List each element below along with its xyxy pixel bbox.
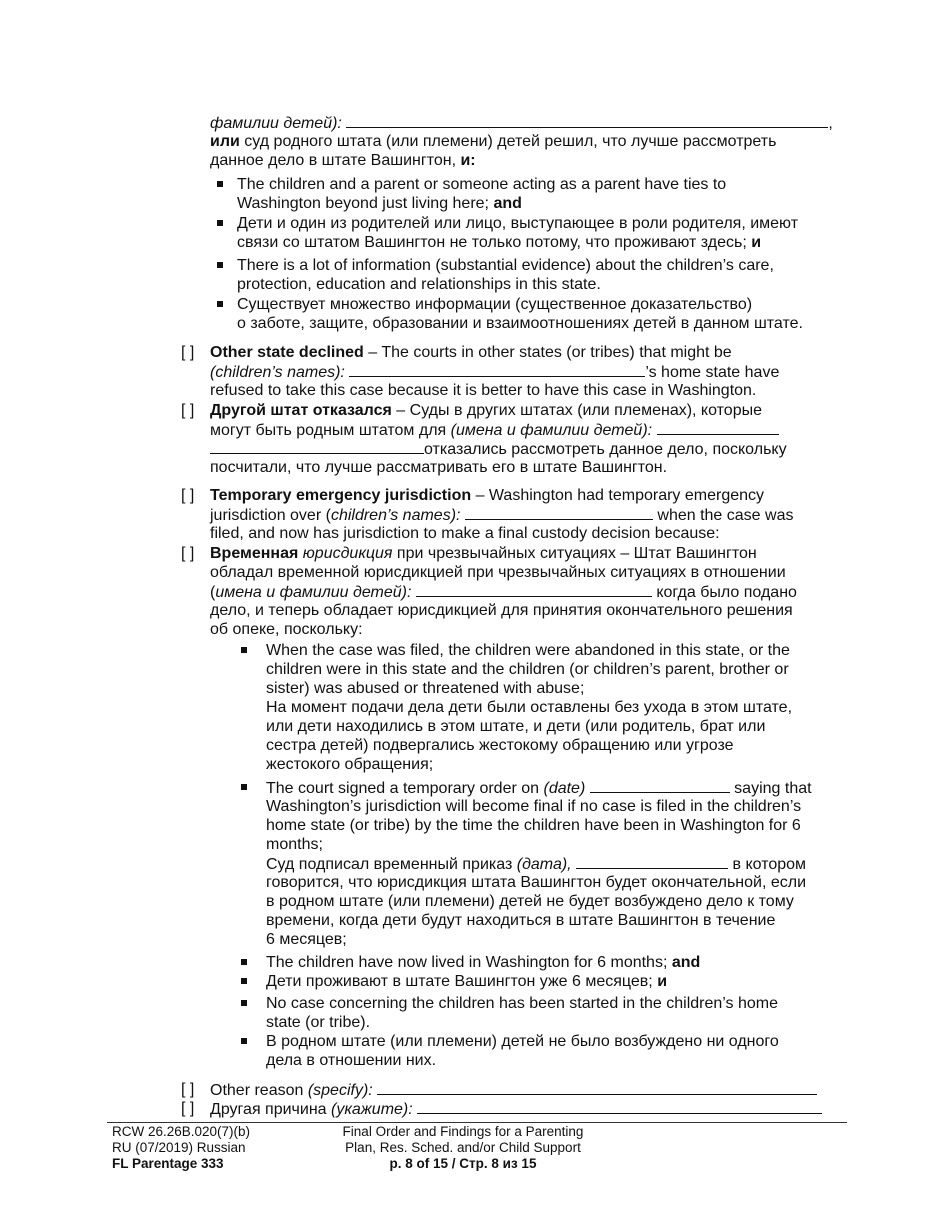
other-reason-line: Other reason (specify): bbox=[210, 1080, 817, 1100]
declined-ru-reason-line: посчитали, что лучше рассматривать его в штате Вашингтон. bbox=[210, 459, 668, 476]
abandoned-bullet-2: children were in this state and the children (or children’s parent, brother or bbox=[266, 661, 789, 678]
other-state-declined-checkbox[interactable]: [ ] bbox=[181, 344, 195, 361]
six-months-bullet: The children have now lived in Washington for 6 months; and bbox=[266, 954, 701, 971]
no-case-bullet-ru: В родном штате (или племени) детей не было возбуждено ни одного bbox=[266, 1033, 779, 1050]
bullet-icon bbox=[217, 301, 223, 307]
bullet-icon bbox=[217, 181, 223, 187]
abandoned-bullet-ru-3: сестра детей) подвергались жестокому обращению или угрозе bbox=[266, 737, 734, 754]
footer-title-2: Plan, Res. Sched. and/or Child Support bbox=[345, 1140, 581, 1155]
temporary-ru-line-2: обладал временной юрисдикцией при чрезвычайных ситуациях в отношении bbox=[210, 564, 786, 581]
abandoned-bullet-ru-4: жестокого обращения; bbox=[266, 756, 434, 773]
abandoned-bullet-ru-2: или дети находились в этом штате, и дети (или родитель, брат или bbox=[266, 718, 766, 735]
footer-form-name: FL Parentage 333 bbox=[112, 1156, 224, 1171]
bullet-icon bbox=[241, 959, 247, 965]
temporary-ru-names-line: (имена и фамилии детей): когда было подано bbox=[210, 584, 797, 601]
tribe-court-line: или суд родного штата (или племени) детей решил, что лучше рассмотреть bbox=[210, 133, 777, 150]
evidence-bullet-ru-2: о заботе, защите, образовании и взаимоотношениях детей в данном штате. bbox=[237, 315, 803, 332]
declined-ru-names-blank-2[interactable] bbox=[210, 439, 424, 454]
temporary-jurisdiction-checkbox[interactable]: [ ] bbox=[181, 487, 195, 504]
temporary-ru-names-blank[interactable] bbox=[416, 582, 652, 597]
footer-rcw: RCW 26.26B.020(7)(b) bbox=[112, 1124, 251, 1139]
temporary-order-line-4: months; bbox=[266, 836, 323, 853]
temporary-names-blank[interactable] bbox=[465, 505, 653, 520]
temporary-ru-line-5: об опеке, поскольку: bbox=[210, 621, 363, 638]
temporary-jurisdiction-ru-line: Временная юрисдикция при чрезвычайных ситуациях – Штат Вашингтон bbox=[210, 545, 757, 562]
temporary-order-ru-line-4: времени, когда дети будут находиться в штате Вашингтон в течение bbox=[266, 912, 776, 929]
children-names-blank[interactable] bbox=[346, 113, 828, 128]
other-reason-ru-line: Другая причина (укажите): bbox=[210, 1099, 822, 1119]
other-state-declined-ru-checkbox[interactable]: [ ] bbox=[181, 402, 195, 419]
footer-language: RU (07/2019) Russian bbox=[112, 1140, 246, 1155]
temporary-order-ru-line: Суд подписал временный приказ (дата), в котором bbox=[266, 856, 807, 873]
other-reason-ru-blank[interactable] bbox=[417, 1099, 822, 1114]
temporary-jurisdiction-line: Temporary emergency jurisdiction – Washington had temporary emergency bbox=[210, 487, 765, 504]
bullet-icon bbox=[241, 647, 247, 653]
temporary-names-line: jurisdiction over (children’s names): when the case was bbox=[210, 507, 794, 524]
other-reason-blank[interactable] bbox=[377, 1080, 817, 1095]
footer-title-1: Final Order and Findings for a Parenting bbox=[342, 1124, 584, 1139]
temporary-order-line: The court signed a temporary order on (date) saying that bbox=[266, 780, 812, 797]
no-case-bullet: No case concerning the children has been started in the children’s home bbox=[266, 995, 779, 1012]
declined-ru-refused-line: отказались рассмотреть данное дело, поскольку bbox=[210, 439, 787, 459]
temporary-ru-line-4: дело, и теперь обладает юрисдикцией для принятия окончательного решения bbox=[210, 602, 793, 619]
ties-bullet-ru-2: связи со штатом Вашингтон не только потому, что проживают здесь; и bbox=[237, 234, 762, 251]
footer-divider bbox=[107, 1122, 847, 1123]
evidence-bullet-en: There is a lot of information (substantial evidence) about the children’s care, bbox=[237, 257, 774, 274]
washington-case-line: данное дело в штате Вашингтон, и: bbox=[210, 152, 476, 169]
declined-ru-names-line: могут быть родным штатом для (имена и фамилии детей): bbox=[210, 420, 779, 440]
temporary-order-line-3: home state (or tribe) by the time the children have been in Washington for 6 bbox=[266, 817, 801, 834]
footer-page-number: p. 8 of 15 / Стр. 8 из 15 bbox=[389, 1156, 537, 1171]
ties-bullet-en: The children and a parent or someone acting as a parent have ties to bbox=[237, 176, 727, 193]
order-date-ru-blank[interactable] bbox=[576, 854, 728, 869]
temporary-order-ru-line-5: 6 месяцев; bbox=[266, 931, 347, 948]
declined-refused-line: refused to take this case because it is better to have this case in Washington. bbox=[210, 382, 757, 399]
bullet-icon bbox=[241, 1038, 247, 1044]
temporary-order-ru-line-3: в родном штате (или племени) детей не будет возбуждено дело к тому bbox=[266, 893, 794, 910]
ties-bullet-ru: Дети и один из родителей или лицо, выступающее в роли родителя, имеют bbox=[237, 215, 799, 232]
evidence-bullet-ru: Существует множество информации (существенное доказательство) bbox=[237, 296, 753, 313]
other-state-declined-ru-line: Другой штат отказался – Суды в других штатах (или племенах), которые bbox=[210, 402, 762, 419]
no-case-bullet-2: state (or tribe). bbox=[266, 1014, 371, 1031]
bullet-icon bbox=[217, 220, 223, 226]
abandoned-bullet-ru: На момент подачи дела дети были оставлены без ухода в этом штате, bbox=[266, 699, 793, 716]
other-reason-ru-checkbox[interactable]: [ ] bbox=[181, 1100, 195, 1117]
abandoned-bullet-3: sister) was abused or threatened with abuse; bbox=[266, 680, 585, 697]
no-case-bullet-ru-2: дела в отношении них. bbox=[266, 1052, 437, 1069]
other-state-declined-line: Other state declined – The courts in other states (or tribes) that might be bbox=[210, 344, 732, 361]
declined-ru-names-blank[interactable] bbox=[657, 420, 779, 435]
children-names-line: фамилии детей): , bbox=[210, 115, 833, 132]
evidence-bullet-en-2: protection, education and relationships in this state. bbox=[237, 276, 601, 293]
temporary-order-ru-line-2: говорится, что юрисдикция штата Вашингтон будет окончательной, если bbox=[266, 874, 807, 891]
declined-names-blank[interactable] bbox=[349, 362, 645, 377]
temporary-filed-line: filed, and now has jurisdiction to make a final custody decision because: bbox=[210, 525, 720, 542]
children-names-label: фамилии детей): bbox=[210, 115, 342, 132]
bullet-icon bbox=[241, 784, 247, 790]
declined-names-line: (children’s names): ’s home state have bbox=[210, 364, 780, 381]
six-months-bullet-ru: Дети проживают в штате Вашингтон уже 6 месяцев; и bbox=[266, 973, 668, 990]
abandoned-bullet: When the case was filed, the children were abandoned in this state, or the bbox=[266, 642, 790, 659]
temporary-order-line-2: Washington’s jurisdiction will become final if no case is filed in the children’s bbox=[266, 798, 802, 815]
bullet-icon bbox=[241, 1000, 247, 1006]
other-reason-checkbox[interactable]: [ ] bbox=[181, 1081, 195, 1098]
temporary-jurisdiction-ru-checkbox[interactable]: [ ] bbox=[181, 545, 195, 562]
bullet-icon bbox=[241, 978, 247, 984]
bullet-icon bbox=[217, 262, 223, 268]
order-date-blank[interactable] bbox=[590, 778, 730, 793]
ties-bullet-en-2: Washington beyond just living here; and bbox=[237, 195, 522, 212]
